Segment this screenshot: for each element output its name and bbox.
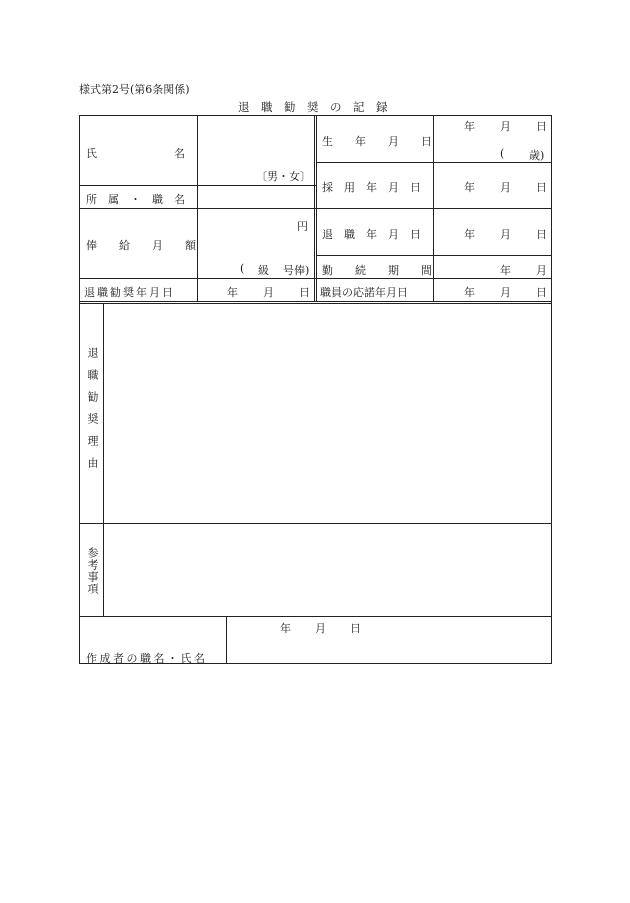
prepared-year-unit: 年 [280, 622, 291, 635]
retire-day-unit: 日 [536, 228, 547, 241]
notes-label: 参考事項 [86, 547, 99, 595]
salary-label: 俸 給 月 額 [86, 239, 196, 252]
accept-day-unit: 日 [536, 286, 547, 299]
retire-year-unit: 年 [464, 228, 475, 241]
acceptance-date-label: 職員の応諾年月日 [320, 286, 408, 299]
recommend-day-unit: 日 [299, 286, 310, 299]
age-unit: 歳) [529, 149, 545, 162]
retire-month-unit: 月 [500, 228, 511, 241]
gender-field[interactable]: 〔男・女〕 [256, 170, 311, 183]
hire-month-unit: 月 [500, 181, 511, 194]
hire-date-label: 採 用 年 月 日 [322, 181, 421, 194]
prepared-month-unit: 月 [315, 622, 326, 635]
birth-date-label: 生 年 月 日 [322, 135, 432, 148]
step-unit: 号俸) [283, 264, 310, 277]
accept-year-unit: 年 [464, 286, 475, 299]
recommend-year-unit: 年 [227, 286, 238, 299]
birth-day-unit: 日 [536, 120, 547, 133]
hire-year-unit: 年 [464, 181, 475, 194]
preparer-label: 作成者の職名・氏名 [86, 652, 208, 665]
service-period-label: 勤 続 期 間 [322, 264, 432, 277]
hire-day-unit: 日 [536, 181, 547, 194]
reason-field[interactable] [104, 304, 551, 523]
preparer-field[interactable] [227, 636, 551, 663]
grade-open: ( [240, 262, 245, 275]
name-label: 氏 名 [86, 147, 185, 160]
accept-month-unit: 月 [500, 286, 511, 299]
page-title: 退 職 勧 奨 の 記 録 [238, 100, 388, 114]
recommendation-date-label: 退職勧奨年月日 [84, 286, 175, 299]
affiliation-label: 所 属 ・ 職 名 [86, 193, 185, 206]
form-number: 様式第2号(第6条関係) [79, 83, 190, 96]
recommend-month-unit: 月 [263, 286, 274, 299]
notes-field[interactable] [104, 524, 551, 616]
retirement-date-label: 退 職 年 月 日 [322, 228, 421, 241]
birth-year-unit: 年 [464, 120, 475, 133]
reason-label: 退職勧奨理由 [86, 347, 99, 479]
service-month-unit: 月 [536, 264, 547, 277]
yen-unit: 円 [297, 220, 308, 233]
age-open: ( [500, 147, 505, 160]
service-year-unit: 年 [500, 264, 511, 277]
prepared-day-unit: 日 [350, 622, 361, 635]
birth-month-unit: 月 [500, 120, 511, 133]
grade-unit: 級 [258, 264, 269, 277]
